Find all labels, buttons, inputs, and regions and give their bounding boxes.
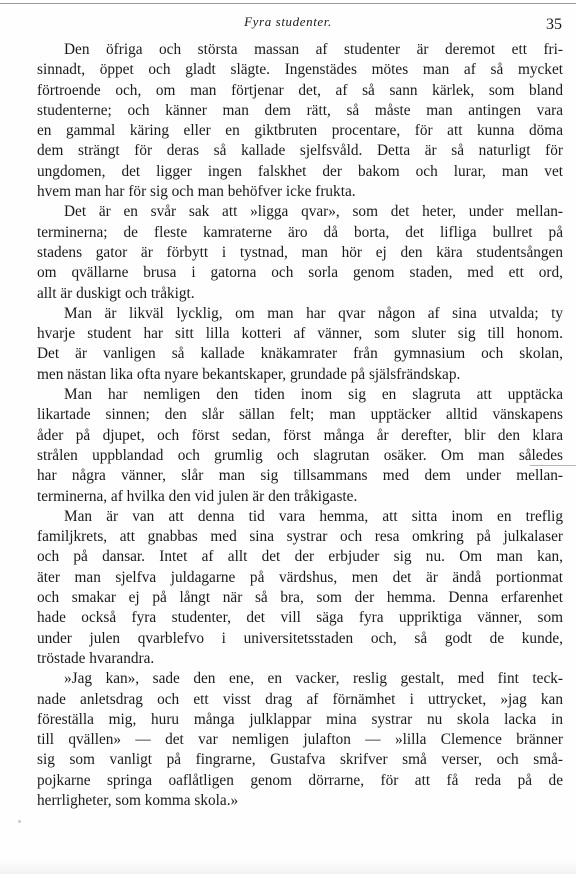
text-line: sinnadt, öppet och gladt slägte. Ingenstädes mötes man af så mycket [37,61,563,79]
text-line: om qvällarne brusa i gatorna och sorla genom staden, med ett ord, [37,264,563,282]
text-line: Man är likväl lycklig, om man har qvar någon af sina utvalda; ty [64,304,563,322]
text-line: sig som vanligt på fingrarne, Gustafva skrifver små verser, och små- [37,751,563,769]
body-text [37,40,563,811]
text-line: hvarje student har sitt lilla kotteri af vänner, som sluter sig till honom. [37,325,563,343]
text-line: Den öfriga och största massan af studenter är deremot ett fri- [64,41,563,58]
page-number: 35 [546,16,562,33]
text-line: Det är en svår sak att »ligga qvar», som det heter, under mellan- [64,203,563,221]
page-header [0,12,576,34]
text-line: förtroende och, om man förtjenar det, af så sann kärlek, som bland [37,81,563,99]
text-line: pojkarne springa oaflåtligen genom dörrarne, för att få reda på de [37,771,563,789]
text-line: en gammal käring eller en giktbruten procentare, för att kunna döma [37,122,563,140]
text-line: Det är vanligen så kallade knäkamrater från gymnasium och skolan, [37,345,563,363]
text-line: likartade sinnen; den slår sällan felt; man upptäcker alltid vänskapens [37,406,563,424]
text-line: terminerna, af hvilka den vid julen är den tråkigaste. [37,487,358,505]
text-line: Man är van att denna tid vara hemma, att sitta inom en treflig [64,507,563,525]
text-line: allt är duskigt och tråkigt. [37,284,195,302]
text-line: studenterne; och känner man dem rätt, så måste man antingen vara [37,101,563,119]
text-line: ungdomen, det ligger ingen falskhet der bakom och lurar, man vet [37,162,563,180]
page-top-edge [0,3,576,4]
text-line: nade anletsdrag och ett visst drag af förnämhet i uttrycket, »jag kan [37,690,563,708]
text-line: Man har nemligen den tiden inom sig en slagruta att upptäcka [64,386,563,404]
running-title: Fyra studenter. [244,14,332,29]
text-line: och på dansar. Intet af allt det der erbjuder sig nu. Om man kan, [37,548,563,566]
text-line: stadens gator är förbytt i tystnad, man hör ej den kära studentsången [37,243,563,261]
text-line: terminerna; de fleste kamraterne äro då borta, det lifliga bullret på [37,223,563,241]
text-line: dem strängt för deras så kallade sjelfsvåld. Detta är så naturligt för [37,142,563,160]
text-line: herrligheter, som komma skola.» [37,791,239,809]
text-line: till qvällen» — det var nemligen julafton — »lilla Clemence bränner [37,731,563,749]
margin-speck [18,820,21,823]
text-line: strålen uppblandad och grumlig och slagrutan osäker. Om man således [37,446,563,464]
text-line: »Jag kan», sade den ene, en vacker, reslig gestalt, med fint teck- [64,670,563,688]
text-line: föreställa mig, huru många julklappar mina systrar nu skola lacka in [37,710,563,728]
text-line: äter man sjelfva juldagarne på värdshus, men det är ändå portionmat [37,568,563,586]
text-line: och smakar ej på långt när så bra, som der hemma. Denna erfarenhet [37,589,563,607]
text-line: har några vänner, slår man sig tillsammans med dem under mellan- [37,467,563,485]
text-line: familjkrets, att gnabbas med sina systrar och resa omkring på julkalaser [37,528,563,546]
text-line: under julen qvarblefvo i universitetsstaden och, så godt de kunde, [37,629,563,647]
text-line: hvem man har för sig och man behöfver icke frukta. [37,183,356,201]
text-line: åder på djupet, och först sedan, först många år derefter, blir den klara [37,426,563,444]
margin-pencil-mark [530,465,576,466]
text-line: hade också fyra studenter, det vill säga fyra uppriktiga vänner, som [37,609,563,627]
text-line: men nästan lika ofta nyare bekantskaper, grundade på själsfrändskap. [37,365,461,383]
scan-shadow [0,860,576,874]
text-line: tröstade hvarandra. [37,649,155,667]
